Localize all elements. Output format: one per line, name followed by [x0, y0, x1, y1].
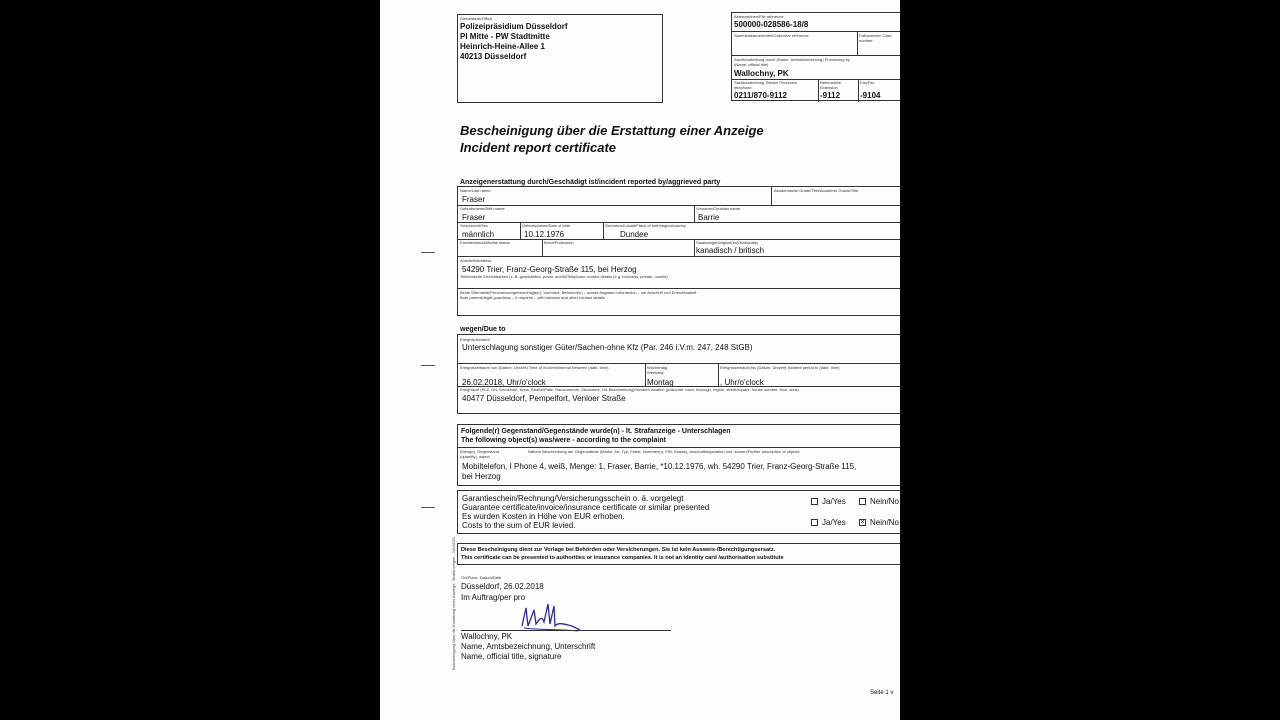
objects-title-de: Folgende(r) Gegenstand/Gegenstände wurde(n) - lt. Strafanzeige - Unterschlagen: [461, 428, 731, 435]
notice-box: [457, 543, 900, 565]
address-value: 54290 Trier, Franz-Georg-Straße 115, bei Herzog: [462, 265, 637, 274]
nationality-label: Staatsangehörigkeit(en)/Nationality: [696, 240, 759, 245]
contact-label: Telefonische Erreichbarkeit (z. B. geschäftlich, privat, mobil)/Telephone contact details (e.g. business, private, mobile): [460, 274, 668, 279]
fold-mark-3: [421, 507, 435, 508]
phone-value: 0211/870-9112: [734, 91, 787, 100]
authority-line-4: 40213 Düsseldorf: [460, 52, 527, 61]
firstname-label: Vorname/Christian name: [696, 206, 741, 211]
notice-de: Diese Bescheinigung dient zur Vorlage bei Behörden oder Versicherungen. Sie ist kein Ausweis-/Berechtigungsersatz.: [461, 547, 776, 553]
pob-value: Dundee: [620, 230, 649, 239]
quantity-label: (Menge), Gegenstand (quantity), object: [460, 449, 499, 459]
cost-yes-checkbox[interactable]: [811, 519, 818, 526]
authority-line-1: Polizeipräsidium Düsseldorf: [460, 22, 568, 31]
marital-label: Familienstand/Marital status: [460, 240, 510, 245]
guarantee-no-label: Nein/No: [870, 497, 899, 506]
offense-section-title: wegen/Due to: [460, 326, 506, 333]
weekday-label: Wochentag Weekday: [647, 365, 668, 375]
signature-line-en: Name, official title, signature: [461, 652, 562, 661]
surname-label: Name/Last name: [460, 188, 491, 193]
location-label: Ereignisort (PLZ, Ort, Gemeinde, Kreis, Straße/Platz, Hausnummer, Stockwerk, Ort-Beschreibung)/Incident location (postcode, town, borough, region, street/square, house number, floor, area): [460, 387, 799, 392]
reference-label: Aktenzeichen/File reference: [734, 14, 784, 19]
surname-value: Fraser: [462, 195, 486, 204]
fold-mark-2: [421, 365, 435, 366]
authority-line-3: Heinrich-Heine-Allee 1: [460, 42, 545, 51]
birthname-label: Geburtsname/Birth name: [460, 206, 505, 211]
document-title-en: Incident report certificate: [460, 140, 617, 155]
signatory-name: Wallochny, PK: [461, 632, 513, 641]
authority-label: Dienststelle/Office: [460, 16, 493, 21]
fax-value: -9104: [860, 91, 881, 100]
cost-yes-label: Ja/Yes: [822, 518, 846, 527]
time-value: 26.02.2018, Uhr/o'clock: [462, 378, 546, 387]
weekday-value: Montag: [647, 378, 674, 387]
guarantee-en: Guarantee certificate/invoice/insurance certificate or similar presented: [462, 503, 710, 512]
authority-line-2: PI Mitte - PW Stadtmitte: [460, 32, 550, 41]
event-value: Unterschlagung sonstiger Güter/Sachen-ohne Kfz (Par. 246 i.V.m. 247, 248 StGB): [462, 343, 753, 352]
birthname-value: Fraser: [462, 213, 486, 222]
gender-value: männlich: [462, 230, 495, 239]
reference-value: 500000-028586-18/8: [734, 20, 809, 29]
gender-label: Geschlecht/Sex: [460, 223, 489, 228]
authority-box: [457, 14, 663, 103]
fax-label: Fax/Fax: [860, 80, 875, 85]
until-value: , Uhr/o'clock: [720, 378, 764, 387]
object-description-1: Mobiltelefon, I Phone 4, weiß, Menge: 1, Fraser, Barrie, *10.12.1976, wh. 54290 Trier, Franz-Georg-Straße 115,: [462, 462, 857, 471]
place-date-label: Ort/Place, Datum/Date: [461, 575, 502, 580]
page-number: Seite 1 v: [870, 690, 894, 696]
offense-box: [457, 334, 900, 414]
processor-value: Wallochny, PK: [734, 69, 789, 78]
fold-mark-1: [421, 252, 435, 253]
time-label: Ereigniszeitraum von (Datum, Uhrzeit) Time of incident/interval between (date, time): [460, 365, 609, 370]
academic-title-label: Akademische Grade/Titel/Academic Grade/Title: [774, 188, 859, 193]
reference-box: [731, 12, 900, 101]
firstname-value: Barrie: [698, 213, 720, 222]
on-behalf-text: Im Auftrag/per pro: [461, 593, 526, 602]
phone-label: Sachbearbeitung Telefon Processor telephone: [734, 80, 798, 90]
guarantee-yes-checkbox[interactable]: [811, 498, 818, 505]
cost-no-check-mark: ×: [860, 519, 865, 526]
signature-line-de: Name, Amtsbezeichnung, Unterschrift: [461, 642, 596, 651]
guarantee-no-checkbox[interactable]: [859, 498, 866, 505]
location-value: 40477 Düsseldorf, Pempelfort, Venloer Straße: [462, 394, 626, 403]
cost-de: Es wurden Kosten in Höhe von EUR erhoben.: [462, 512, 625, 521]
notice-en: This certificate can be presented to authorities or insurance companies. It is not an identity card /authorisation substitute: [461, 555, 784, 561]
dob-label: Geburtsdatum/Date of birth: [522, 223, 571, 228]
address-label: Anschrift/Address: [460, 258, 492, 263]
guarantee-de: Garantieschein/Rechnung/Versicherungsschein o. ä. vorgelegt: [462, 494, 684, 503]
cost-en: Costs to the sum of EUR levied.: [462, 521, 576, 530]
side-form-text: Bescheinigung über die Erstattung einer Anzeige, Strafanzeigen - NIVADIS: [451, 537, 456, 670]
event-label: Ereignis/Incident: [460, 337, 490, 342]
document-title-de: Bescheinigung über die Erstattung einer Anzeige: [460, 123, 764, 138]
dob-value: 10.12.1976: [524, 230, 565, 239]
case-number-label: Fallnummer/ Case number: [859, 33, 892, 43]
reporter-section-title: Anzeigenerstattung durch/Geschädigt ist/incident reported by/aggrieved party: [460, 179, 721, 186]
profession-label: Beruf/Profession: [544, 240, 574, 245]
cost-no-checkbox[interactable]: [859, 519, 866, 526]
place-date-value: Düsseldorf, 26.02.2018: [461, 582, 544, 591]
objects-title-en: The following object(s) was/were - according to the complaint: [461, 437, 666, 444]
guardian-label: Beide Elternteile/Personensorgeberechtigte(r), Vormund, Betreuer(in) – soweit Angaben erforderlich – mit Anschrift und Erreichbarkeit: [460, 290, 697, 295]
guarantee-yes-label: Ja/Yes: [822, 497, 846, 506]
until-label: Ereigniszeitraum bis (Datum, Uhrzeit) Incident period to (date, time): [720, 365, 840, 370]
objects-box: [457, 424, 900, 486]
object-description-2: bei Herzog: [462, 472, 501, 481]
extension-label: Nebenstelle Extension: [820, 80, 842, 90]
document-page: [380, 0, 900, 720]
reporter-box: [457, 186, 900, 316]
guarantee-box: [457, 490, 900, 534]
cost-no-label: Nein/No: [870, 518, 899, 527]
pob-label: Geburtsort/-staat/Place of birth/region/country: [605, 223, 686, 228]
guardian-label-en: Both parents/legal guardians – if required – with address and other contact details: [460, 295, 605, 300]
processor-label: Sachbearbeitung durch (Name, Amtsbezeichnung) Processing by (Name, official title): [734, 57, 850, 67]
nationality-value: kanadisch / britisch: [696, 246, 765, 255]
collective-reference-label: Sammelaktenzeichen/Collective reference: [734, 33, 809, 38]
description-label: Nähere Beschreibung der Gegenstände (Marke, Art, Typ, Farbe, Nummer(n), FIN, Klasse), Anschaffungsdatum und -kosten/Further description of objects: [528, 449, 800, 454]
extension-value: -9112: [820, 91, 841, 100]
